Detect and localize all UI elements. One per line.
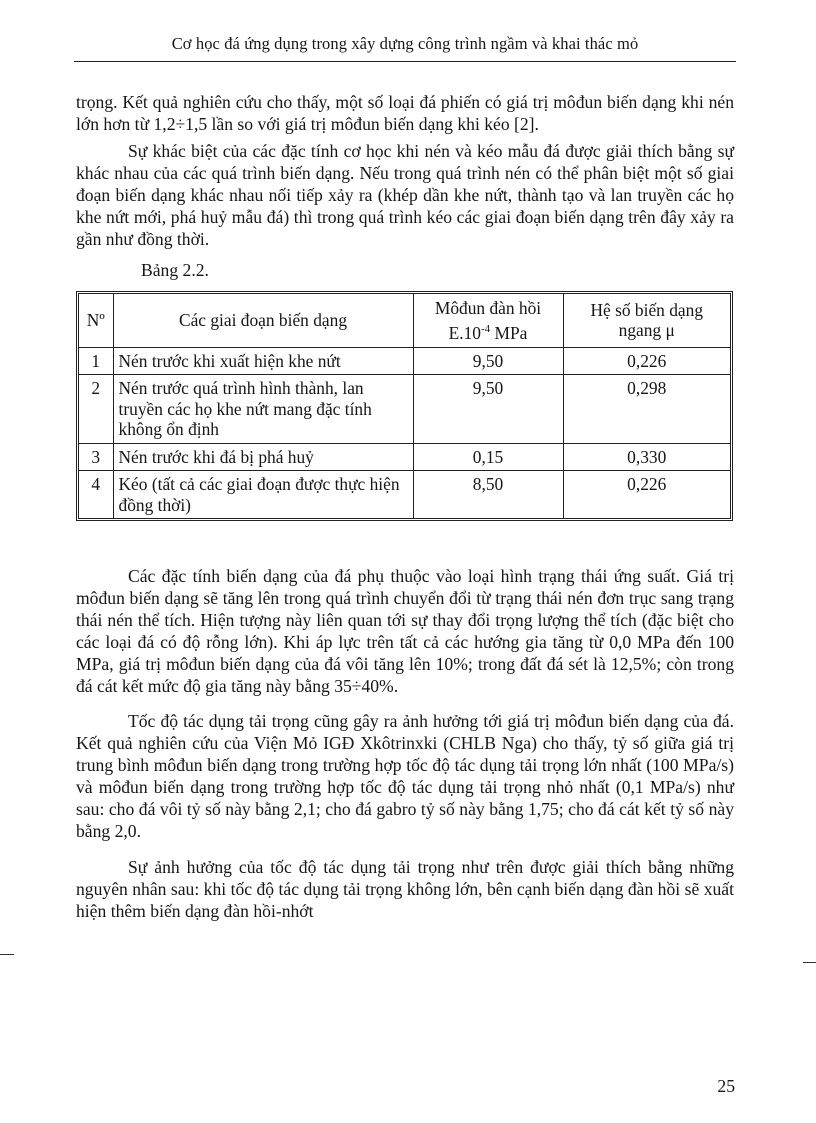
row-modulus: 9,50	[413, 347, 563, 375]
header-poisson-line1: Hệ số biến dạng	[590, 299, 704, 320]
row-poisson: 0,298	[563, 375, 730, 444]
table-header-row	[79, 294, 730, 347]
row-num: 4	[79, 471, 113, 519]
row-modulus: 8,50	[413, 471, 563, 519]
table-caption: Bảng 2.2.	[141, 260, 209, 280]
header-poisson-line2: ngang μ	[618, 320, 675, 341]
row-stage: Kéo (tất cả các giai đoạn được thực hiện đồng thời)	[113, 471, 413, 519]
margin-mark-right	[803, 962, 816, 963]
paragraph-5: Sự ảnh hưởng của tốc độ tác dụng tải trọng như trên được giải thích bằng những nguyên nhân sau: khi tốc độ tác dụng tải trọng không lớn, bên cạnh biến dạng đàn hồi sẽ xuất hiện thêm biến dạng đàn hồi-nhớt	[76, 857, 734, 922]
header-modulus-line1: Môđun đàn hồi	[434, 298, 542, 318]
table-row	[79, 443, 730, 471]
row-poisson: 0,226	[563, 471, 730, 519]
header-modulus-exp: -4	[481, 322, 491, 335]
header-stage: Các giai đoạn biến dạng	[113, 294, 413, 347]
margin-mark-left	[0, 954, 14, 955]
row-poisson: 0,226	[563, 347, 730, 375]
row-stage: Nén trước khi xuất hiện khe nứt	[113, 347, 413, 375]
page-body	[76, 91, 734, 922]
header-rule	[74, 61, 736, 62]
deformation-table	[76, 291, 733, 521]
header-modulus	[413, 294, 563, 347]
paragraph-3: Các đặc tính biến dạng của đá phụ thuộc vào loại hình trạng thái ứng suất. Giá trị môđun biến dạng sẽ tăng lên trong quá trình chuyển đổi từ trạng thái nén đơn trục sang trạng thái nén thể tích. Hiện tượng này liên quan tới sự thay đổi trọng lượng thể tích (đặc biệt cho các loại đá có độ rỗng lớn). Khi áp lực trên tất cả các hướng gia tăng từ 0,0 MPa đến 100 MPa, giá trị môđun biến dạng của đá vôi tăng lên 10%; trong đất đá sét là 12,5%; còn trong đá cát kết mức độ gia tăng này bằng 35÷40%.	[76, 566, 734, 697]
table-row	[79, 375, 730, 444]
row-poisson: 0,330	[563, 443, 730, 471]
row-modulus: 9,50	[413, 375, 563, 444]
row-num: 1	[79, 347, 113, 375]
row-stage: Nén trước khi đá bị phá huỷ	[113, 443, 413, 471]
header-num: Nº	[79, 294, 113, 347]
page-number: 25	[717, 1076, 735, 1096]
paragraph-4: Tốc độ tác dụng tải trọng cũng gây ra ảnh hưởng tới giá trị môđun biến dạng của đá. Kết quả nghiên cứu của Viện Mỏ IGĐ Xkôtrinxki (CHLB Nga) cho thấy, tỷ số giữa giá trị trung bình môđun biến dạng trong trường hợp tốc độ tác dụng tải trọng lớn nhất (100 MPa/s) và môđun biến dạng trong trường hợp tốc độ tác dụng tải trọng nhỏ nhất (0,1 MPa/s) như sau: cho đá vôi tỷ số này bằng 2,1; cho đá gabro tỷ số này bằng 1,75; cho đá cát kết tỷ số này bằng 2,0.	[76, 711, 734, 842]
row-num: 2	[79, 375, 113, 444]
row-num: 3	[79, 443, 113, 471]
paragraph-2: Sự khác biệt của các đặc tính cơ học khi nén và kéo mẫu đá được giải thích bằng sự khác nhau của các quá trình biến dạng. Nếu trong quá trình nén có thể phân biệt một số giai đoạn biến dạng khác nhau nối tiếp xảy ra (khép dần khe nứt, thành tạo và lan truyền các họ khe nứt mới, phá huỷ mẫu đá) thì trong quá trình kéo các giai đoạn biến dạng trên đây xảy ra gần như đồng thời.	[76, 141, 734, 249]
table-row	[79, 347, 730, 375]
header-poisson	[563, 294, 730, 347]
header-modulus-prefix: E.10	[448, 322, 481, 343]
running-header: Cơ học đá ứng dụng trong xây dựng công trình ngầm và khai thác mỏ	[171, 34, 639, 53]
row-stage: Nén trước quá trình hình thành, lan truyền các họ khe nứt mang đặc tính không ổn định	[113, 375, 413, 444]
table-row	[79, 471, 730, 519]
paragraph-1: trọng. Kết quả nghiên cứu cho thấy, một số loại đá phiến có giá trị môđun biến dạng khi nén lớn hơn từ 1,2÷1,5 lần so với giá trị môđun biến dạng khi kéo [2].	[76, 92, 734, 134]
header-modulus-unit: MPa	[490, 322, 528, 343]
row-modulus: 0,15	[413, 443, 563, 471]
